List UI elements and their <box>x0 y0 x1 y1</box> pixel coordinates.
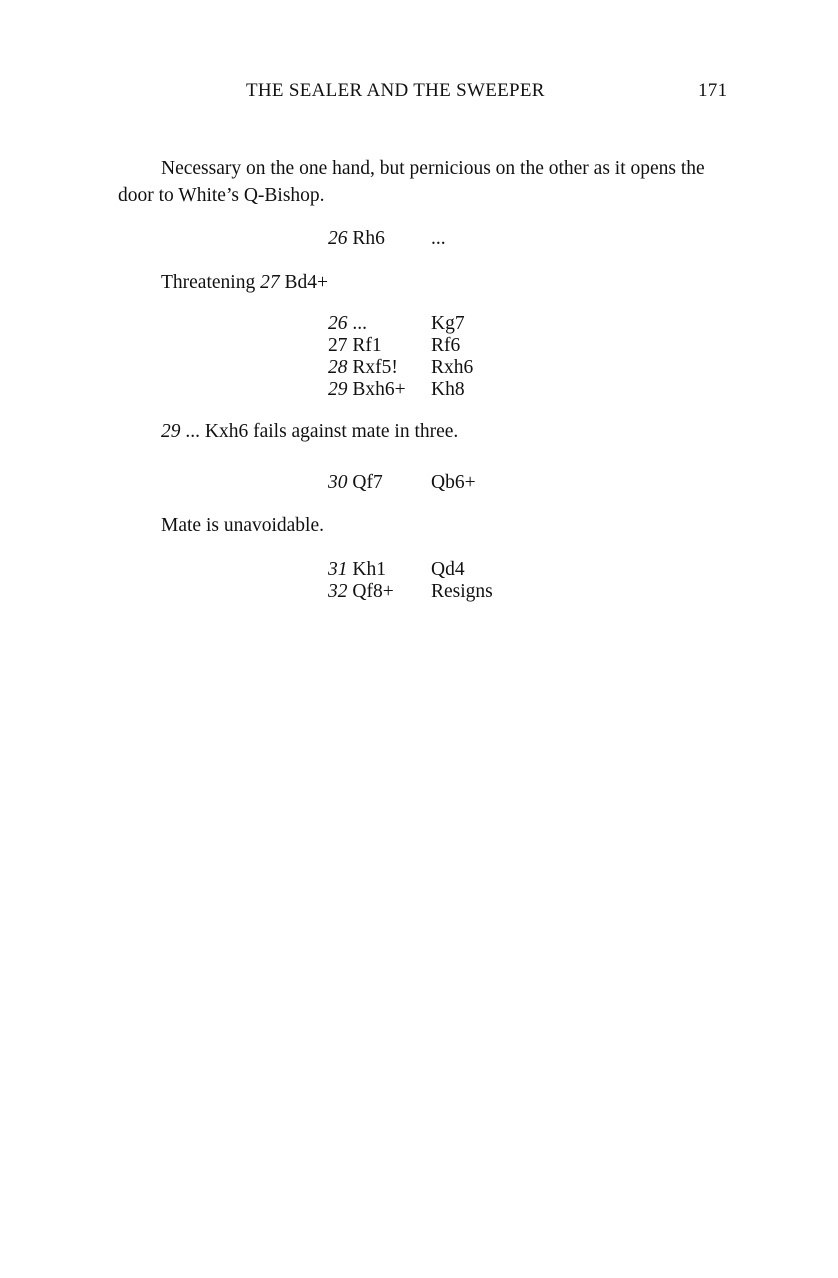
move-number: 29 <box>161 421 181 442</box>
move-number: 29 <box>328 379 348 400</box>
white-move: Rf1 <box>352 335 382 356</box>
running-title: THE SEALER AND THE SWEEPER <box>246 80 545 101</box>
paragraph-text: Necessary on the one hand, but pernicious on the other as it opens the door to White’s Q-Bishop. <box>118 158 705 206</box>
paragraph-text: Threatening <box>161 272 261 293</box>
white-move: ... <box>352 313 367 334</box>
page-number: 171 <box>698 80 728 101</box>
black-move: Kh8 <box>431 379 465 400</box>
black-move: Rf6 <box>431 335 461 356</box>
paragraph-threatening <box>118 269 726 296</box>
black-move: Kg7 <box>431 313 465 334</box>
move-number: 32 <box>328 581 348 602</box>
move-number: 30 <box>328 472 348 493</box>
move-row <box>328 581 493 603</box>
paragraph-text: Bd4+ <box>279 272 328 293</box>
white-move: Rh6 <box>352 228 385 249</box>
move-number: 26 <box>328 313 348 334</box>
black-move: Resigns <box>431 581 493 602</box>
paragraph-text: ... Kxh6 fails against mate in three. <box>180 421 459 442</box>
move-number: 28 <box>328 357 348 378</box>
move-block-26-29 <box>328 313 473 401</box>
black-move: ... <box>431 228 446 249</box>
move-row <box>328 357 473 379</box>
paragraph-necessary <box>118 155 726 209</box>
paragraph-text: Mate is unavoidable. <box>161 515 324 536</box>
paragraph-mate <box>118 512 726 539</box>
move-block-31-32 <box>328 559 493 603</box>
move-number: 27 <box>260 272 280 293</box>
move-block-26 <box>328 228 446 250</box>
paragraph-kxh6 <box>118 418 726 445</box>
black-move: Qb6+ <box>431 472 476 493</box>
black-move: Rxh6 <box>431 357 474 378</box>
move-row <box>328 472 476 494</box>
move-number: 27 <box>328 335 348 356</box>
white-move: Qf7 <box>352 472 383 493</box>
running-header <box>0 80 838 110</box>
move-row <box>328 335 473 357</box>
move-number: 26 <box>328 228 348 249</box>
white-move: Kh1 <box>352 559 386 580</box>
black-move: Qd4 <box>431 559 465 580</box>
move-block-30 <box>328 472 476 494</box>
white-move: Bxh6+ <box>352 379 406 400</box>
move-row <box>328 559 493 581</box>
move-row <box>328 313 473 335</box>
move-row <box>328 379 473 401</box>
white-move: Qf8+ <box>352 581 394 602</box>
white-move: Rxf5! <box>352 357 398 378</box>
move-number: 31 <box>328 559 348 580</box>
move-row <box>328 228 446 250</box>
